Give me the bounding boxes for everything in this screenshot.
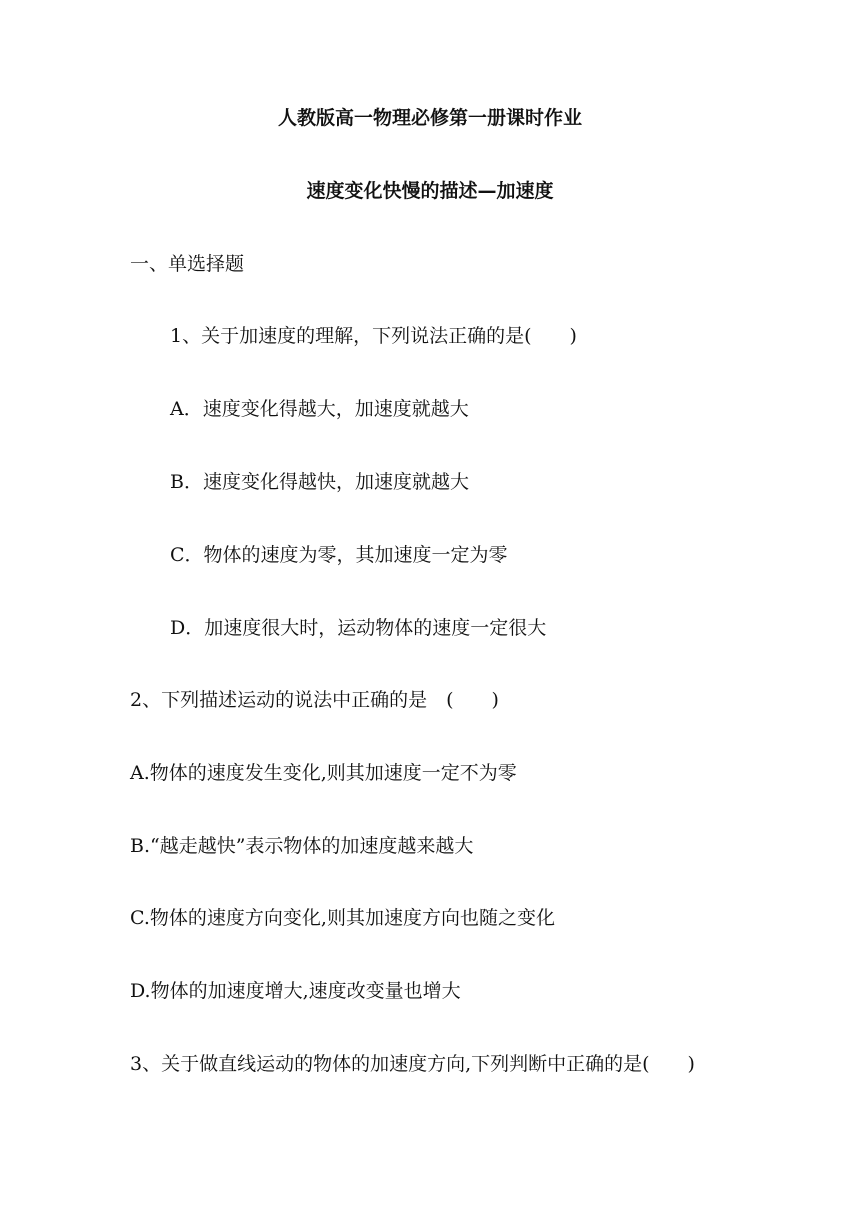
question-1-option-c: C．物体的速度为零，其加速度一定为零 [170,544,508,566]
section-heading: 一、单选择题 [130,253,245,275]
question-2-option-a: A.物体的速度发生变化,则其加速度一定不为零 [130,762,517,784]
question-1-option-d: D．加速度很大时，运动物体的速度一定很大 [170,617,547,639]
question-3-stem: 3、关于做直线运动的物体的加速度方向,下列判断中正确的是( ) [130,1053,695,1075]
question-2-option-b: B.“越走越快”表示物体的加速度越来越大 [130,835,474,857]
question-2-option-c: C.物体的速度方向变化,则其加速度方向也随之变化 [130,907,555,929]
question-2-stem: 2、下列描述运动的说法中正确的是 ( ) [130,689,499,711]
question-1-stem: 1、关于加速度的理解，下列说法正确的是( ) [170,325,577,347]
document-subtitle: 速度变化快慢的描述—加速度 [306,180,554,202]
question-1-option-a: A．速度变化得越大，加速度就越大 [170,398,469,420]
question-2-option-d: D.物体的加速度增大,速度改变量也增大 [130,980,461,1002]
question-1-option-b: B．速度变化得越快，加速度就越大 [170,471,469,493]
document-title: 人教版高一物理必修第一册课时作业 [277,107,582,129]
